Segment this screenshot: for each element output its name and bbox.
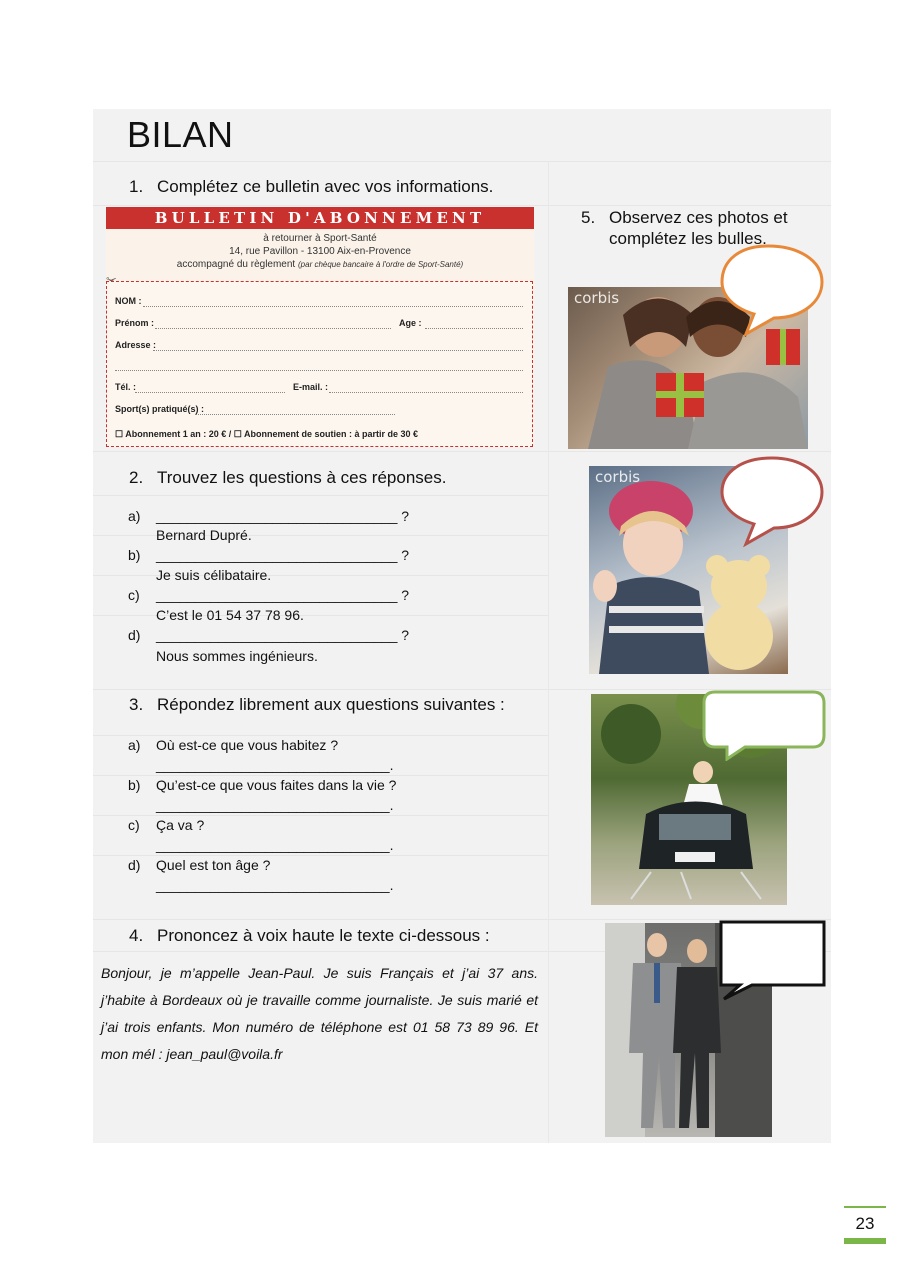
list-item (128, 547, 409, 563)
field-sports[interactable] (195, 414, 395, 415)
field-label-nom: NOM : (115, 296, 142, 306)
exercise-number: 4. (129, 926, 144, 945)
grid-line (93, 451, 831, 452)
field-age[interactable] (425, 328, 523, 329)
exercise-4-heading (129, 926, 490, 946)
item-label: d) (128, 627, 141, 643)
field-label-adresse: Adresse : (115, 340, 157, 350)
item-label: a) (128, 737, 141, 753)
list-item (128, 627, 409, 643)
item-label: b) (128, 547, 141, 563)
exercise-number: 1. (129, 177, 144, 196)
exercise-instruction-line-2: complétez les bulles. (609, 229, 767, 248)
answer-blank[interactable]: ______________________________. (156, 837, 394, 853)
grid-line (93, 205, 831, 206)
exercise-instruction-line-1: Observez ces photos et (609, 208, 788, 227)
grid-line (93, 735, 548, 736)
field-label-email: E-mail. : (293, 382, 329, 392)
field-prenom[interactable] (155, 328, 391, 329)
exercise-1-heading (129, 177, 493, 197)
photo-watermark: corbis (574, 289, 620, 307)
form-header: BULLETIN D'ABONNEMENT (106, 207, 534, 229)
given-answer: Je suis célibataire. (156, 567, 272, 583)
grid-line (93, 161, 831, 162)
grid-line (93, 495, 548, 496)
answer-blank[interactable]: _______________________________ ? (156, 508, 410, 524)
question-text: Quel est ton âge ? (156, 857, 271, 873)
field-label-age: Age : (399, 318, 422, 328)
form-subtitle-1: à retourner à Sport-Santé (263, 233, 377, 244)
subscription-form (106, 207, 534, 447)
form-subtitle-3 (106, 259, 534, 270)
item-label: b) (128, 777, 141, 793)
answer-blank[interactable]: _______________________________ ? (156, 627, 410, 643)
reading-paragraph: Bonjour, je m’appelle Jean-Paul. Je suis Français et j’ai 37 ans. j’habite à Bordeaux où je travaille comme journaliste. Je suis marié et j’ai trois enfants. Mon numéro de téléphone est 01 58 73 89 96. Et mon mél : jean_paul@voila.fr (101, 965, 538, 1062)
speech-bubble-1[interactable] (718, 242, 828, 338)
grid-line (93, 855, 548, 856)
list-item (128, 817, 204, 833)
field-label-tel: Tél. : (115, 382, 137, 392)
answer-blank[interactable]: _______________________________ ? (156, 547, 410, 563)
field-label-prenom: Prénom : (115, 318, 155, 328)
form-subtitle-3-note: (par chèque bancaire à l'ordre de Sport-Santé) (298, 260, 464, 269)
form-fields-box (106, 281, 533, 447)
item-label: c) (128, 817, 140, 833)
answer-blank[interactable]: ______________________________. (156, 797, 394, 813)
answer-blank[interactable]: _______________________________ ? (156, 587, 410, 603)
page-title: BILAN (127, 114, 234, 155)
subscription-options[interactable]: ☐ Abonnement 1 an : 20 € / ☐ Abonnement de soutien : à partir de 30 € (115, 429, 419, 439)
exercise-3-heading (129, 695, 505, 715)
exercise-number: 3. (129, 695, 144, 714)
grid-line (93, 815, 548, 816)
list-item (128, 508, 409, 524)
field-adresse[interactable] (153, 350, 523, 351)
given-answer: Bernard Dupré. (156, 527, 252, 543)
column-divider (548, 161, 549, 1143)
speech-bubble-2[interactable] (718, 454, 828, 550)
item-label: d) (128, 857, 141, 873)
list-item (128, 857, 270, 873)
exercise-instruction: Complétez ce bulletin avec vos informations. (157, 177, 494, 196)
form-subtitle-2: 14, rue Pavillon - 13100 Aix-en-Provence (229, 246, 411, 257)
list-item (128, 777, 396, 793)
exercise-number: 5. (581, 208, 596, 227)
exercise-instruction: Prononcez à voix haute le texte ci-dessous : (157, 926, 490, 945)
exercise-instruction: Trouvez les questions à ces réponses. (157, 468, 447, 487)
question-text: Qu’est-ce que vous faites dans la vie ? (156, 777, 397, 793)
field-tel[interactable] (135, 392, 285, 393)
field-adresse-line-2[interactable] (115, 370, 523, 371)
field-email[interactable] (329, 392, 523, 393)
exercise-2-heading (129, 468, 446, 488)
answer-blank[interactable]: ______________________________. (156, 877, 394, 893)
photo-watermark: corbis (595, 468, 641, 486)
item-label: c) (128, 587, 140, 603)
form-subtitle-3-text: accompagné du règlement (176, 259, 296, 270)
given-answer: Nous sommes ingénieurs. (156, 648, 318, 664)
field-nom[interactable] (143, 306, 523, 307)
grid-line (93, 775, 548, 776)
list-item (128, 587, 409, 603)
exercise-number: 2. (129, 468, 144, 487)
given-answer: C’est le 01 54 37 78 96. (156, 607, 304, 623)
question-text: Où est-ce que vous habitez ? (156, 737, 339, 753)
page-number: 23 (844, 1206, 886, 1244)
list-item (128, 737, 338, 753)
speech-bubble-3[interactable] (701, 689, 827, 761)
speech-bubble-4[interactable] (718, 919, 828, 1003)
item-label: a) (128, 508, 141, 524)
field-label-sports: Sport(s) pratiqué(s) : (115, 404, 204, 414)
exercise-instruction: Répondez librement aux questions suivantes : (157, 695, 505, 714)
question-text: Ça va ? (156, 817, 205, 833)
answer-blank[interactable]: ______________________________. (156, 757, 394, 773)
